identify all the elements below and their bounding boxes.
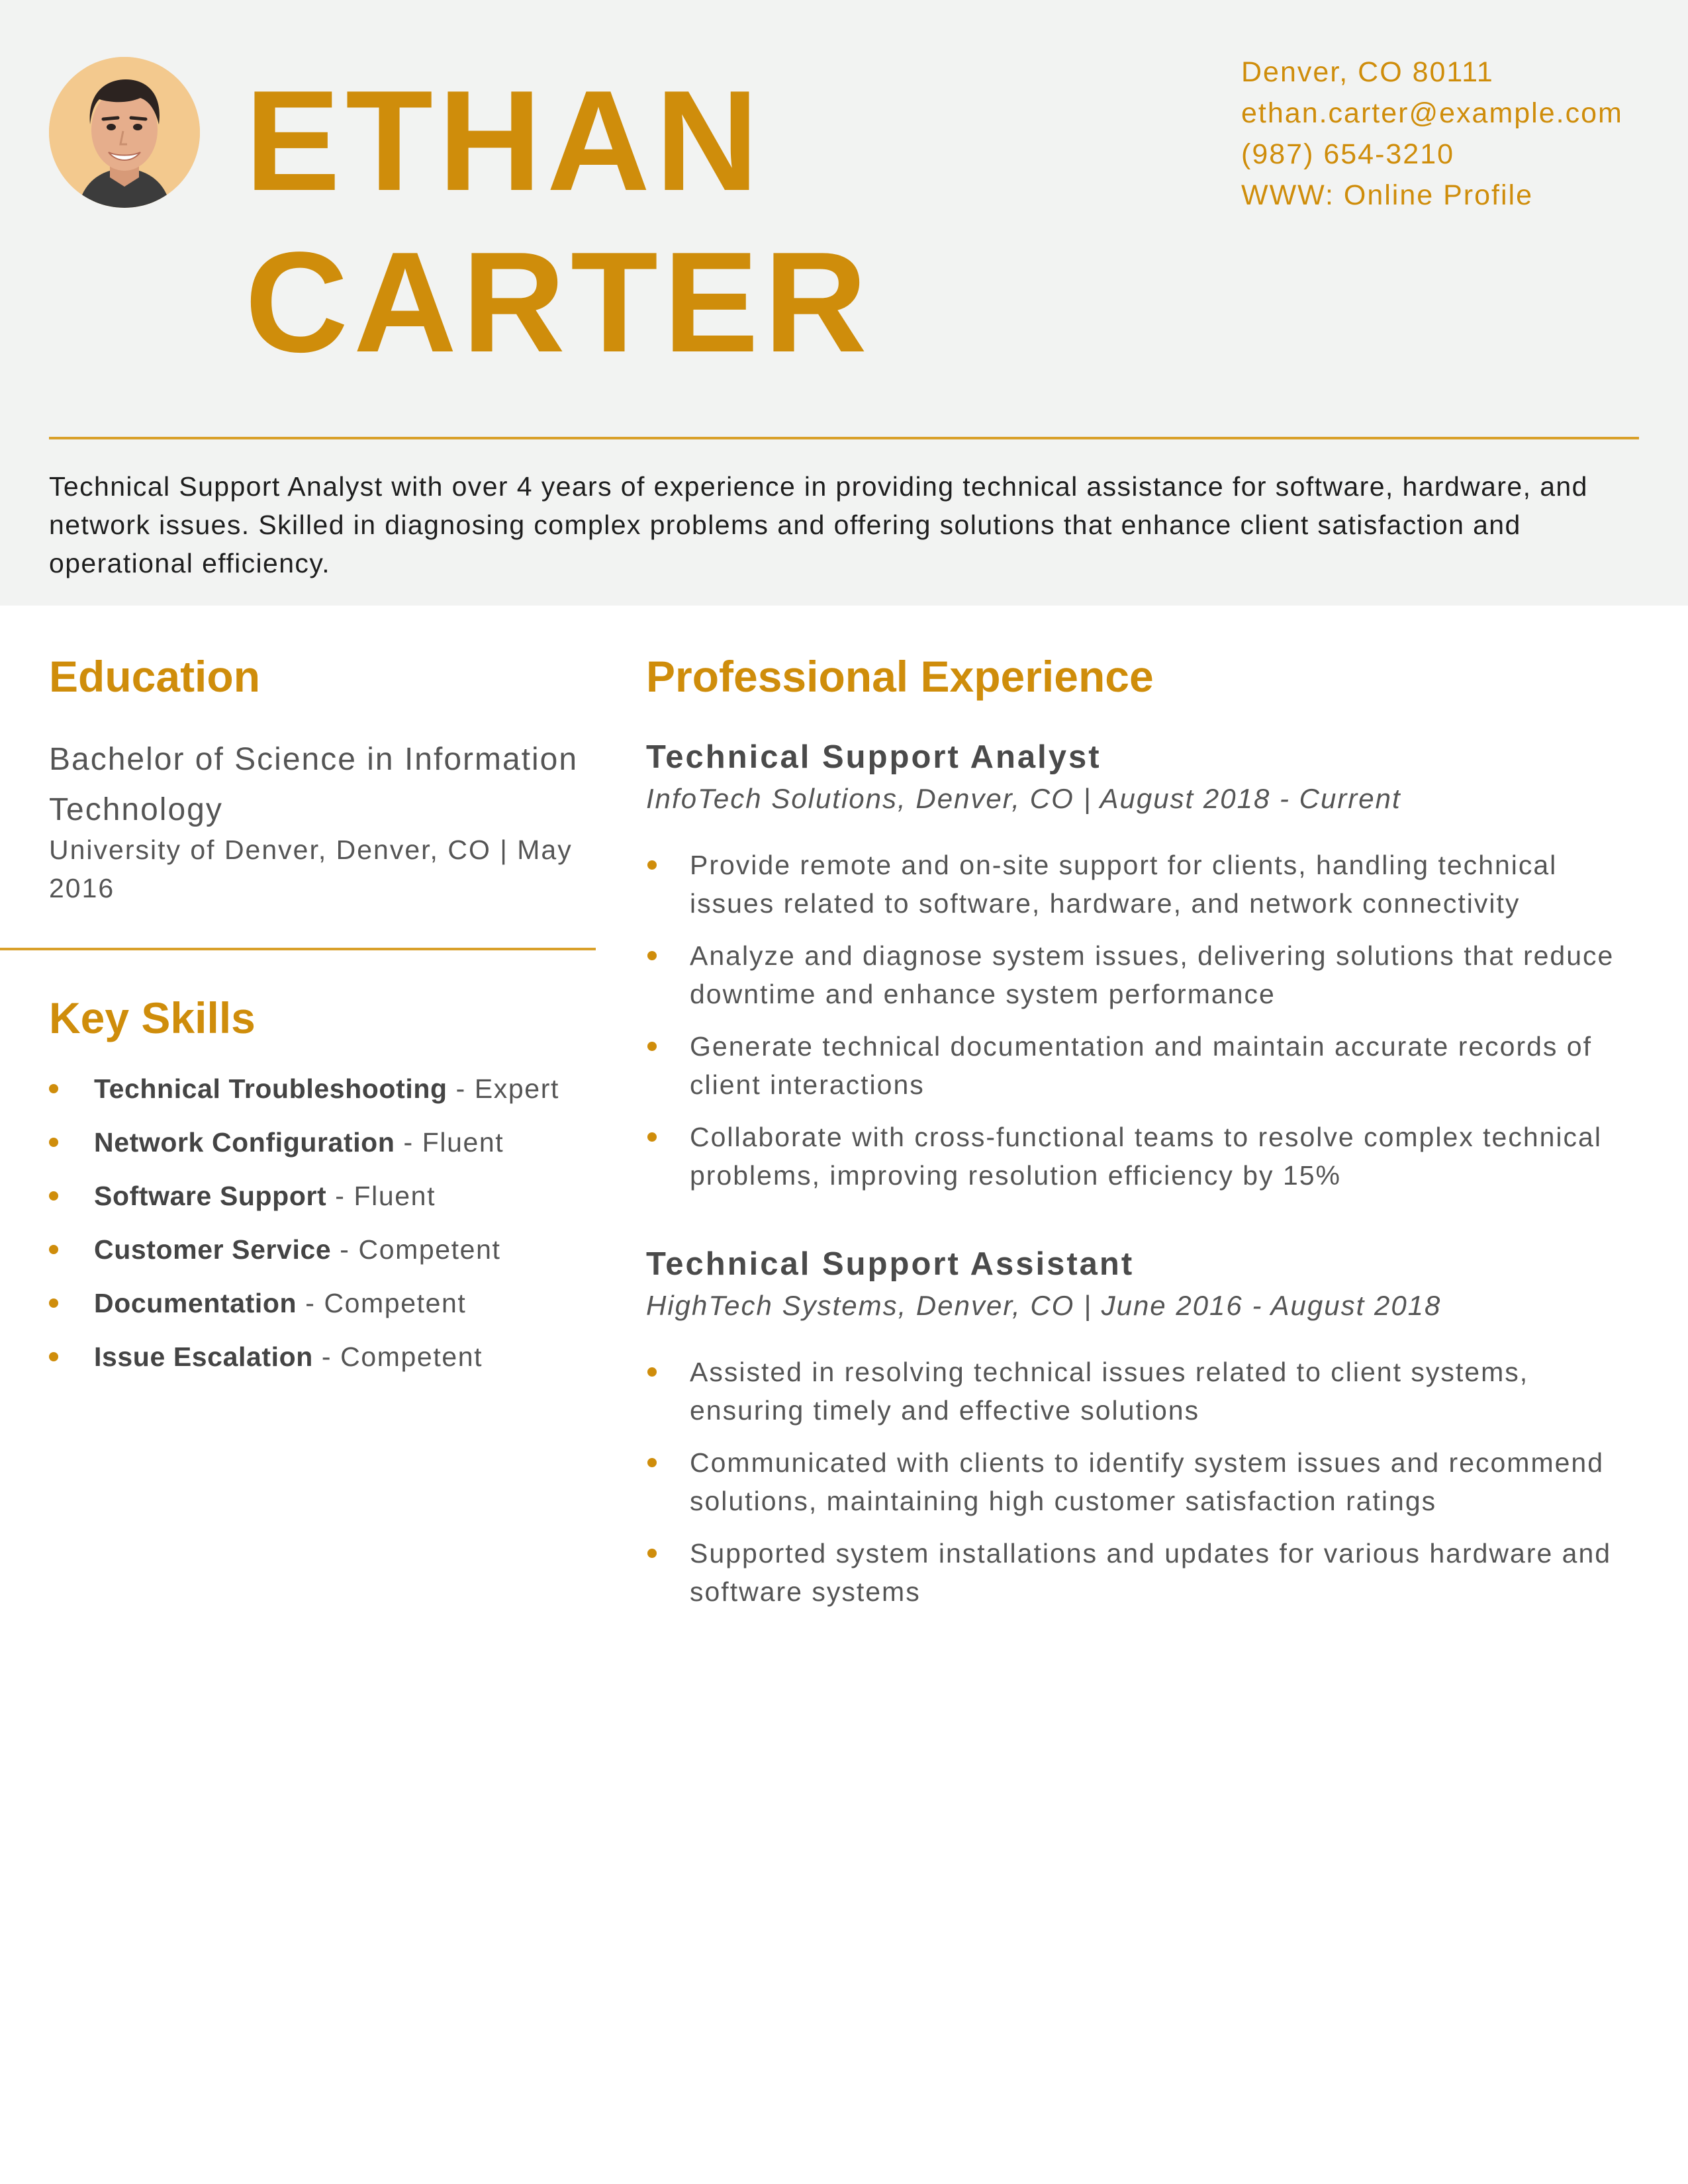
education-divider xyxy=(0,948,596,950)
job-entry xyxy=(646,736,1639,1208)
bullet-icon xyxy=(49,1138,58,1147)
education-school: University of Denver, Denver, CO | May 2016 xyxy=(49,835,573,903)
profile-photo-icon xyxy=(49,57,200,208)
bullet-text: Supported system installations and updates for various hardware and software systems xyxy=(690,1538,1612,1607)
name-last: CARTER xyxy=(245,222,872,382)
list-item xyxy=(49,1338,605,1391)
bullet-icon xyxy=(49,1191,58,1201)
name-first: ETHAN xyxy=(245,60,764,220)
job-bullets xyxy=(646,846,1639,1195)
skill-name: Technical Troubleshooting xyxy=(94,1073,447,1104)
professional-summary: Technical Support Analyst with over 4 years of experience in providing technical assistance for software, hardware, and network issues. Skilled in diagnosing complex problems and offering solutions that enhance client satisfaction and operational efficiency. xyxy=(49,471,1588,578)
list-item xyxy=(646,1353,1639,1430)
list-item xyxy=(49,1123,605,1177)
skill-name: Issue Escalation xyxy=(94,1342,313,1372)
education-heading: Education xyxy=(49,652,261,701)
list-item xyxy=(646,1027,1639,1104)
list-item xyxy=(49,1284,605,1338)
job-meta: HighTech Systems, Denver, CO | June 2016 - August 2018 xyxy=(646,1290,1442,1321)
job-meta: InfoTech Solutions, Denver, CO | August 2018 - Current xyxy=(646,783,1401,814)
bullet-icon xyxy=(49,1352,58,1361)
contact-website-link[interactable]: WWW: Online Profile xyxy=(1241,179,1533,211)
list-item xyxy=(646,1534,1639,1611)
skill-level: - Expert xyxy=(447,1073,559,1104)
skill-level: - Fluent xyxy=(395,1127,504,1158)
contact-location: Denver, CO 80111 xyxy=(1241,56,1494,88)
bullet-icon xyxy=(647,860,657,870)
contact-phone[interactable]: (987) 654-3210 xyxy=(1241,138,1455,170)
contact-email[interactable]: ethan.carter@example.com xyxy=(1241,97,1623,129)
job-title: Technical Support Assistant xyxy=(646,1246,1135,1282)
job-entry xyxy=(646,1243,1639,1625)
skill-level: - Competent xyxy=(312,1342,483,1372)
job-bullets xyxy=(646,1353,1639,1611)
skill-level: - Competent xyxy=(331,1234,501,1265)
bullet-text: Provide remote and on-site support for clients, handling technical issues related to software, hardware, and network connectivity xyxy=(690,850,1558,919)
experience-heading: Professional Experience xyxy=(646,652,1154,701)
bullet-text: Assisted in resolving technical issues related to client systems, ensuring timely and effective solutions xyxy=(690,1357,1529,1426)
list-item xyxy=(49,1177,605,1230)
bullet-text: Collaborate with cross-functional teams to resolve complex technical problems, improving resolution efficiency by 15% xyxy=(690,1122,1602,1191)
job-title: Technical Support Analyst xyxy=(646,739,1102,775)
bullet-icon xyxy=(647,1042,657,1051)
list-item xyxy=(646,936,1639,1013)
bullet-icon xyxy=(647,1549,657,1558)
skill-level: - Competent xyxy=(297,1288,467,1318)
contact-info xyxy=(1241,52,1623,216)
skill-name: Network Configuration xyxy=(94,1127,395,1158)
skill-name: Documentation xyxy=(94,1288,297,1318)
bullet-icon xyxy=(49,1245,58,1254)
bullet-text: Communicated with clients to identify system issues and recommend solutions, maintaining high customer satisfaction ratings xyxy=(690,1447,1605,1516)
list-item xyxy=(646,1118,1639,1195)
avatar xyxy=(49,57,200,208)
header-panel xyxy=(0,0,1688,606)
bullet-text: Analyze and diagnose system issues, delivering solutions that reduce downtime and enhance system performance xyxy=(690,940,1615,1009)
bullet-text: Generate technical documentation and maintain accurate records of client interactions xyxy=(690,1031,1593,1100)
skill-name: Software Support xyxy=(94,1181,327,1211)
candidate-name xyxy=(245,60,872,383)
bullet-icon xyxy=(647,1367,657,1377)
list-item xyxy=(646,846,1639,923)
list-item xyxy=(49,1069,605,1123)
header-divider xyxy=(49,437,1639,439)
skill-name: Customer Service xyxy=(94,1234,332,1265)
bullet-icon xyxy=(49,1084,58,1093)
list-item xyxy=(646,1443,1639,1520)
bullet-icon xyxy=(647,951,657,960)
education-degree: Bachelor of Science in Information Technology xyxy=(49,742,579,827)
skill-level: - Fluent xyxy=(326,1181,436,1211)
list-item xyxy=(49,1230,605,1284)
skills-list xyxy=(49,1069,605,1391)
bullet-icon xyxy=(49,1298,58,1308)
skills-heading: Key Skills xyxy=(49,993,256,1042)
bullet-icon xyxy=(647,1132,657,1142)
bullet-icon xyxy=(647,1458,657,1467)
